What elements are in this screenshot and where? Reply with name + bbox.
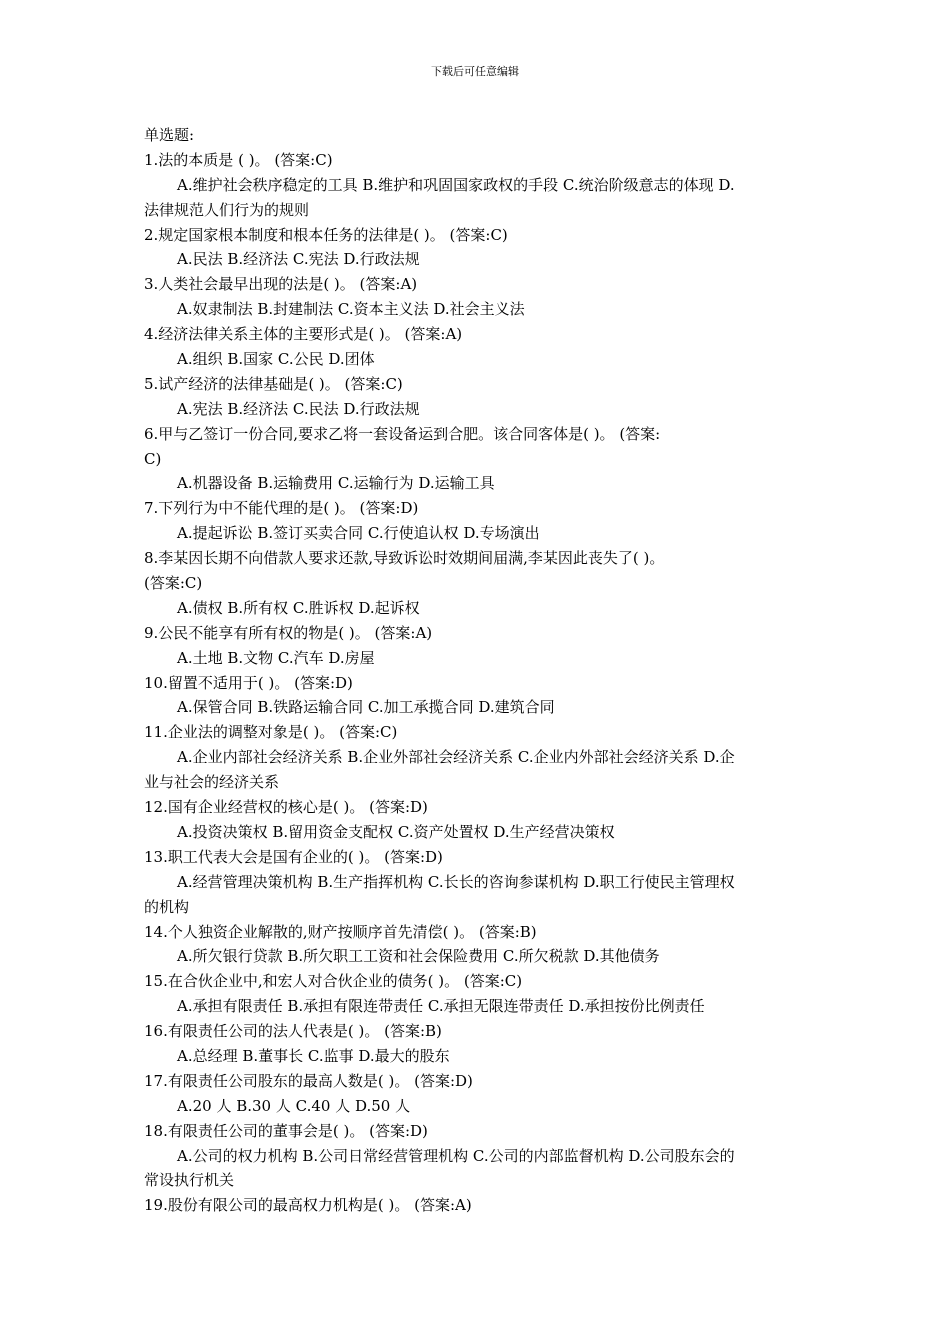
question-line: 14.个人独资企业解散的,财产按顺序首先清偿( )。 (答案:B) (144, 922, 537, 941)
question-line: 单选题: (144, 126, 195, 144)
question-line: 6.甲与乙签订一份合同,要求乙将一套设备运到合肥。该合同客体是( )。 (答案: (144, 424, 661, 443)
answer-options-line: A.民法 B.经济法 C.宪法 D.行政法规 (177, 250, 420, 269)
answer-options-line: A.总经理 B.董事长 C.监事 D.最大的股东 (177, 1046, 450, 1065)
question-line: 18.有限责任公司的董事会是( )。 (答案:D) (144, 1121, 428, 1140)
answer-options-line: A.20 人 B.30 人 C.40 人 D.50 人 (177, 1096, 411, 1115)
answer-options-line: A.企业内部社会经济关系 B.企业外部社会经济关系 C.企业内外部社会经济关系 D.企 (177, 748, 735, 767)
document-body (144, 123, 808, 1218)
answer-options-line: A.经营管理决策机构 B.生产指挥机构 C.长长的咨询参谋机构 D.职工行使民主管理权 (177, 872, 735, 891)
question-line: 4.经济法律关系主体的主要形式是( )。 (答案:A) (144, 325, 463, 344)
answer-options-line: A.所欠银行贷款 B.所欠职工工资和社会保险费用 C.所欠税款 D.其他债务 (177, 947, 660, 966)
question-line: 7.下列行为中不能代理的是( )。 (答案:D) (144, 499, 419, 518)
question-line: 11.企业法的调整对象是( )。 (答案:C) (144, 723, 398, 742)
answer-options-line: A.投资决策权 B.留用资金支配权 C.资产处置权 D.生产经营决策权 (177, 822, 615, 841)
question-line: 1.法的本质是 ( )。 (答案:C) (144, 150, 333, 169)
answer-options-line: A.承担有限责任 B.承担有限连带责任 C.承担无限连带责任 D.承担按份比例责任 (177, 997, 705, 1016)
question-line: (答案:C) (144, 574, 203, 593)
question-line: 17.有限责任公司股东的最高人数是( )。 (答案:D) (144, 1071, 473, 1090)
answer-options-line: A.宪法 B.经济法 C.民法 D.行政法规 (177, 399, 420, 418)
question-line: 法律规范人们行为的规则 (144, 200, 310, 219)
question-line: 3.人类社会最早出现的法是( )。 (答案:A) (144, 275, 418, 294)
question-line: 19.股份有限公司的最高权力机构是( )。 (答案:A) (144, 1196, 472, 1215)
question-line: 12.国有企业经营权的核心是( )。 (答案:D) (144, 798, 428, 817)
answer-options-line: A.提起诉讼 B.签订买卖合同 C.行使追认权 D.专场演出 (177, 524, 540, 543)
question-line: 16.有限责任公司的法人代表是( )。 (答案:B) (144, 1022, 442, 1041)
question-line: 10.留置不适用于( )。 (答案:D) (144, 673, 353, 692)
question-line: 5.试产经济的法律基础是( )。 (答案:C) (144, 374, 403, 393)
question-line: 的机构 (144, 897, 190, 916)
answer-options-line: A.维护社会秩序稳定的工具 B.维护和巩固国家政权的手段 C.统治阶级意志的体现 D. (177, 175, 735, 194)
question-line: 业与社会的经济关系 (144, 773, 280, 792)
question-line: 15.在合伙企业中,和宏人对合伙企业的债务( )。 (答案:C) (144, 972, 523, 991)
answer-options-line: A.奴隶制法 B.封建制法 C.资本主义法 D.社会主义法 (177, 300, 525, 319)
answer-options-line: A.土地 B.文物 C.汽车 D.房屋 (177, 648, 375, 667)
question-line: 常设执行机关 (144, 1171, 235, 1190)
answer-options-line: A.公司的权力机构 B.公司日常经营管理机构 C.公司的内部监督机构 D.公司股东会的 (177, 1146, 735, 1165)
answer-options-line: A.机器设备 B.运输费用 C.运输行为 D.运输工具 (177, 474, 495, 493)
question-line: 2.规定国家根本制度和根本任务的法律是( )。 (答案:C) (144, 225, 508, 244)
answer-options-line: A.债权 B.所有权 C.胜诉权 D.起诉权 (177, 598, 420, 617)
question-line: 8.李某因长期不向借款人要求还款,导致诉讼时效期间届满,李某因此丧失了( )。 (144, 549, 665, 568)
question-line: 13.职工代表大会是国有企业的( )。 (答案:D) (144, 847, 443, 866)
answer-options-line: A.保管合同 B.铁路运输合同 C.加工承揽合同 D.建筑合同 (177, 698, 555, 717)
page-header: 下载后可任意编辑 (431, 65, 519, 78)
question-line: C) (144, 449, 162, 468)
answer-options-line: A.组织 B.国家 C.公民 D.团体 (177, 350, 375, 369)
question-line: 9.公民不能享有所有权的物是( )。 (答案:A) (144, 623, 433, 642)
